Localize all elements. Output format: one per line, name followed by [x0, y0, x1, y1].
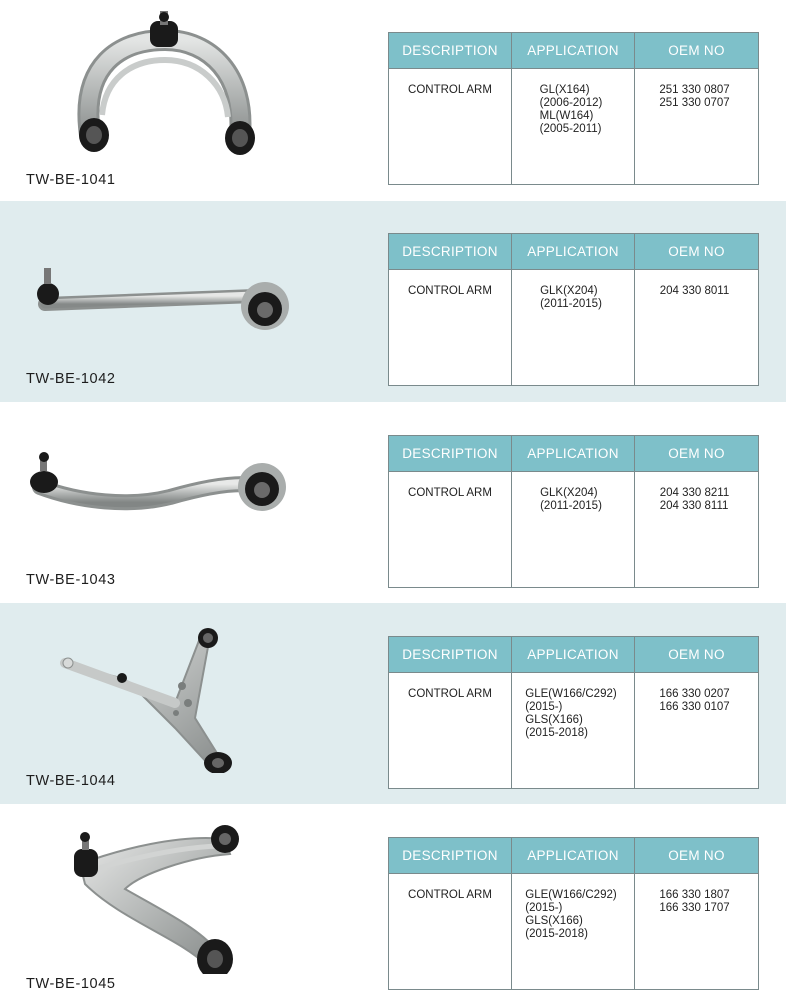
spec-table	[388, 32, 759, 185]
application-cell: GLE(W166/C292) (2015-) GLS(X166) (2015-2018)	[512, 673, 635, 789]
description-cell: CONTROL ARM	[389, 673, 512, 789]
product-row-1045	[0, 804, 786, 1004]
part-code: TW-BE-1042	[26, 371, 116, 387]
curved-control-arm-image	[10, 407, 340, 572]
product-row-1044	[0, 603, 786, 804]
header-application: APPLICATION	[512, 436, 635, 472]
header-application: APPLICATION	[512, 33, 635, 69]
application-cell: GLE(W166/C292) (2015-) GLS(X166) (2015-2018)	[512, 874, 635, 990]
header-application: APPLICATION	[512, 838, 635, 874]
part-code: TW-BE-1044	[26, 773, 116, 789]
oem-cell: 251 330 0807 251 330 0707	[635, 69, 759, 185]
oem-cell: 204 330 8211 204 330 8111	[635, 472, 759, 588]
header-application: APPLICATION	[512, 234, 635, 270]
spec-table	[388, 837, 759, 990]
description-cell: CONTROL ARM	[389, 472, 512, 588]
upper-wishbone-arm-image	[10, 809, 340, 974]
product-row-1043	[0, 402, 786, 603]
spec-table	[388, 233, 759, 386]
product-row-1041	[0, 0, 786, 201]
part-code: TW-BE-1043	[26, 572, 116, 588]
upper-control-arm-image	[10, 5, 340, 170]
straight-control-arm-image	[10, 206, 340, 371]
description-cell: CONTROL ARM	[389, 69, 512, 185]
application-cell: GLK(X204) (2011-2015)	[512, 472, 635, 588]
lower-control-arm-image	[10, 608, 340, 773]
header-description: DESCRIPTION	[389, 33, 512, 69]
product-row-1042	[0, 201, 786, 402]
header-description: DESCRIPTION	[389, 637, 512, 673]
header-oem: OEM NO	[635, 838, 759, 874]
header-oem: OEM NO	[635, 33, 759, 69]
header-description: DESCRIPTION	[389, 838, 512, 874]
header-description: DESCRIPTION	[389, 234, 512, 270]
oem-cell: 166 330 1807 166 330 1707	[635, 874, 759, 990]
header-description: DESCRIPTION	[389, 436, 512, 472]
application-cell: GL(X164) (2006-2012) ML(W164) (2005-2011)	[512, 69, 635, 185]
header-oem: OEM NO	[635, 234, 759, 270]
spec-table	[388, 636, 759, 789]
spec-table	[388, 435, 759, 588]
part-code: TW-BE-1041	[26, 172, 116, 188]
description-cell: CONTROL ARM	[389, 874, 512, 990]
header-oem: OEM NO	[635, 436, 759, 472]
oem-cell: 204 330 8011	[635, 270, 759, 386]
oem-cell: 166 330 0207 166 330 0107	[635, 673, 759, 789]
application-cell: GLK(X204) (2011-2015)	[512, 270, 635, 386]
header-application: APPLICATION	[512, 637, 635, 673]
header-oem: OEM NO	[635, 637, 759, 673]
part-code: TW-BE-1045	[26, 976, 116, 992]
description-cell: CONTROL ARM	[389, 270, 512, 386]
